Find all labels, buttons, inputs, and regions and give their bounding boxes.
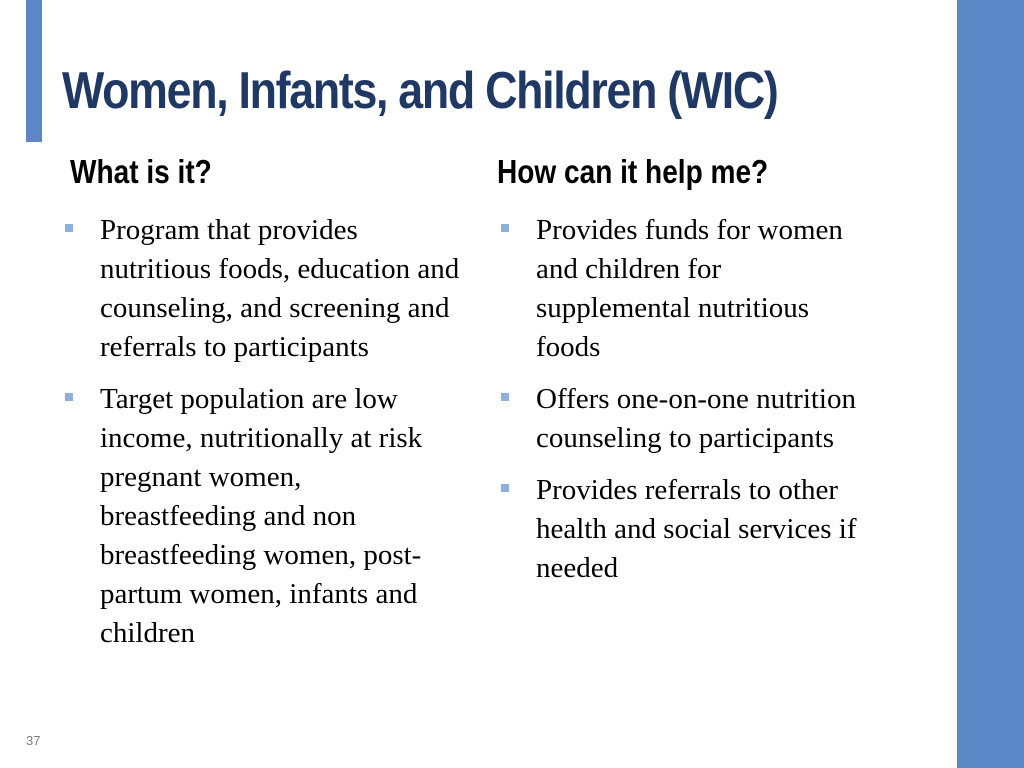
- bullet-item: [498, 471, 878, 588]
- square-bullet-icon: [501, 393, 509, 401]
- slide-title: Women, Infants, and Children (WIC): [62, 62, 778, 120]
- left-column-heading: What is it?: [70, 153, 212, 190]
- left-bullet-list: [62, 211, 462, 666]
- square-bullet-icon: [501, 224, 509, 232]
- bullet-text: Offers one-on-one nutrition counseling to participants: [536, 383, 856, 454]
- bullet-text: Provides funds for women and children for supplemental nutritious foods: [536, 214, 843, 363]
- right-accent-bar: [957, 0, 1024, 768]
- bullet-item: [62, 380, 462, 653]
- square-bullet-icon: [65, 393, 73, 401]
- bullet-text: Provides referrals to other health and social services if needed: [536, 474, 857, 584]
- bullet-item: [498, 211, 878, 367]
- bullet-text: Program that provides nutritious foods, education and counseling, and screening and referrals to participants: [100, 214, 460, 363]
- right-column-heading: How can it help me?: [497, 153, 769, 190]
- bullet-item: [498, 380, 878, 458]
- square-bullet-icon: [501, 484, 509, 492]
- page-number: 37: [26, 733, 41, 748]
- bullet-text: Target population are low income, nutritionally at risk pregnant women, breastfeeding and non breastfeeding women, post-partum women, infants and children: [100, 383, 423, 649]
- left-accent-bar: [26, 0, 42, 142]
- square-bullet-icon: [65, 224, 73, 232]
- right-bullet-list: [498, 211, 878, 601]
- bullet-item: [62, 211, 462, 367]
